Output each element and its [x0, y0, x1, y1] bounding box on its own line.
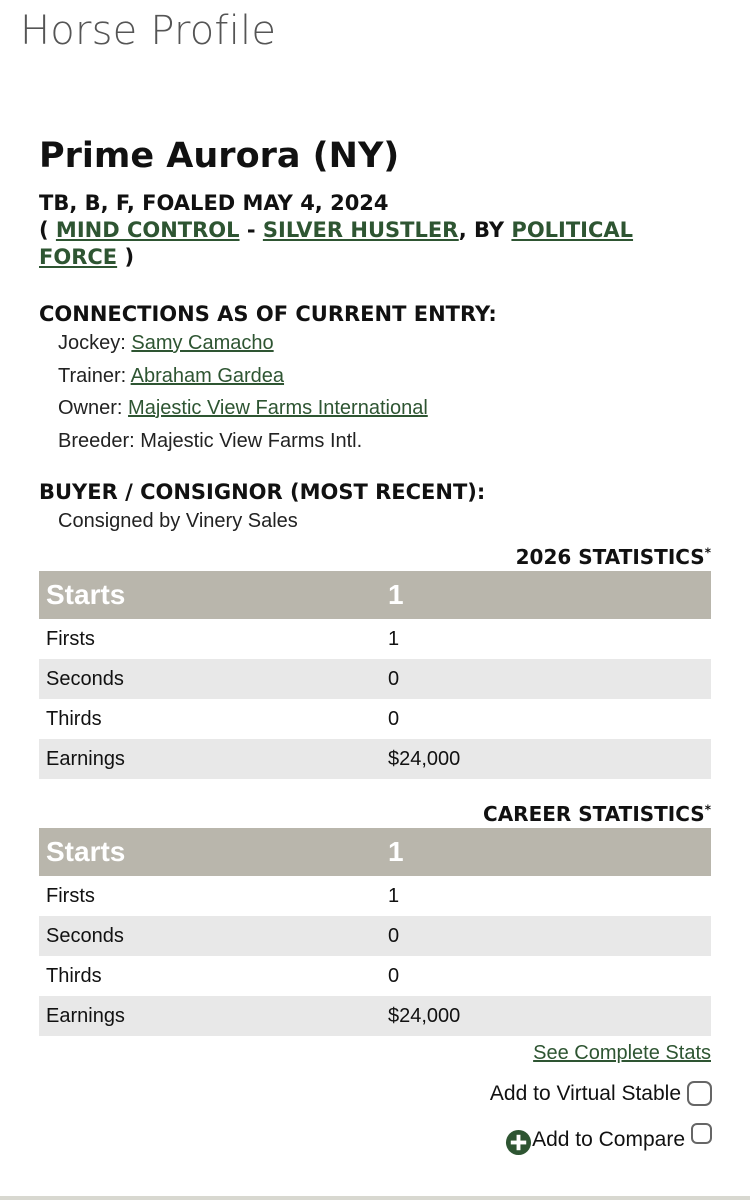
stats-2026-title: [516, 545, 711, 569]
sire-link[interactable]: MIND CONTROL: [55, 218, 240, 242]
plus-circle-icon[interactable]: [505, 1129, 532, 1156]
trainer-link[interactable]: Abraham Gardea: [130, 365, 285, 387]
stat-label: Starts: [39, 828, 373, 876]
jockey-label: Jockey:: [58, 332, 126, 354]
breeder-label: Breeder:: [58, 430, 135, 452]
horse-name: Prime Aurora (NY): [39, 136, 400, 176]
table-row: [39, 659, 711, 699]
virtual-stable-control[interactable]: [490, 1081, 712, 1106]
table-row: [39, 956, 711, 996]
table-row: [39, 619, 711, 659]
pedigree-dash: -: [246, 218, 256, 242]
dam-link[interactable]: SILVER HUSTLER: [262, 218, 459, 242]
stat-value: 0: [388, 707, 400, 730]
stat-value: $24,000: [373, 739, 711, 779]
buyer-heading: BUYER / CONSIGNOR (MOST RECENT):: [39, 480, 486, 504]
pedigree-by: , BY: [458, 218, 505, 242]
stat-label: Earnings: [39, 739, 373, 779]
stat-value: 0: [373, 659, 711, 699]
owner-row: [58, 397, 428, 420]
virtual-stable-checkbox[interactable]: [687, 1081, 712, 1106]
stats-career-title: [483, 802, 711, 826]
trainer-row: [58, 365, 284, 388]
pedigree-open: (: [39, 218, 49, 242]
stat-label: Firsts: [46, 627, 95, 650]
table-row: [39, 916, 711, 956]
breeder-row: [58, 430, 362, 453]
stats-career-title-text: CAREER STATISTICS: [483, 802, 705, 826]
bottom-divider: [0, 1196, 750, 1200]
stat-value: 1: [373, 571, 711, 619]
stat-label: Seconds: [39, 659, 373, 699]
virtual-stable-label: Add to Virtual Stable: [489, 1081, 681, 1105]
stat-value: 1: [388, 884, 400, 907]
see-complete-stats-link[interactable]: See Complete Stats: [533, 1042, 711, 1064]
stats-career-marker: *: [704, 802, 711, 817]
trainer-label: Trainer:: [58, 365, 127, 387]
table-row: [39, 996, 711, 1036]
table-row: [39, 739, 711, 779]
consignor-text: Consigned by Vinery Sales: [58, 510, 298, 532]
stats-2026-marker: *: [704, 545, 711, 560]
stat-label: Thirds: [46, 964, 102, 987]
pedigree-close: ): [124, 245, 135, 269]
jockey-row: [58, 332, 274, 355]
stats-career-table: [39, 828, 711, 1036]
compare-label: Add to Compare: [532, 1127, 685, 1151]
stat-value: $24,000: [373, 996, 711, 1036]
jockey-link[interactable]: Samy Camacho: [131, 332, 274, 354]
owner-link[interactable]: Majestic View Farms International: [128, 397, 428, 419]
table-row: [39, 699, 711, 739]
stat-label: Firsts: [46, 884, 95, 907]
stat-value: 1: [373, 828, 711, 876]
table-row: [39, 876, 711, 916]
page-title: Horse Profile: [20, 8, 277, 54]
horse-description: [39, 190, 711, 271]
stat-label: Starts: [39, 571, 373, 619]
horse-details: TB, B, F, FOALED MAY 4, 2024: [39, 191, 389, 215]
stats-2026-title-text: 2026 STATISTICS: [515, 545, 705, 569]
owner-label: Owner:: [58, 397, 123, 419]
stat-value: 1: [388, 627, 400, 650]
table-row: [39, 571, 711, 619]
damsire-link[interactable]: POLITICAL FORCE: [39, 218, 634, 269]
breeder-name: Majestic View Farms Intl.: [140, 430, 363, 452]
table-row: [39, 828, 711, 876]
stat-value: 0: [388, 964, 400, 987]
compare-control[interactable]: [505, 1126, 712, 1153]
stat-label: Thirds: [46, 707, 102, 730]
stat-label: Earnings: [39, 996, 373, 1036]
compare-checkbox[interactable]: [691, 1123, 712, 1144]
connections-heading: CONNECTIONS AS OF CURRENT ENTRY:: [39, 302, 497, 326]
stat-value: 0: [373, 916, 711, 956]
pedigree: [39, 217, 711, 271]
stat-label: Seconds: [39, 916, 373, 956]
stats-2026-table: [39, 571, 711, 779]
